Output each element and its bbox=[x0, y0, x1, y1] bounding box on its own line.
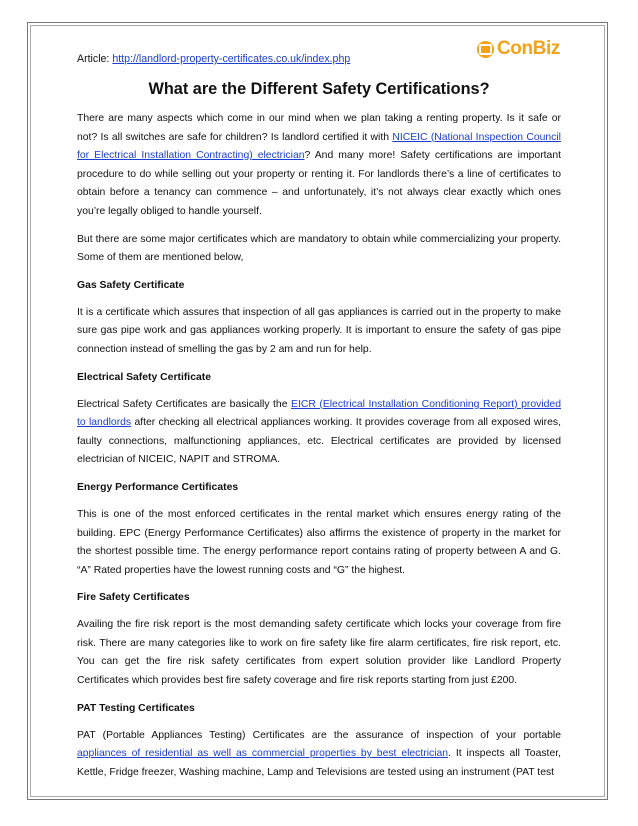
intro2-paragraph: But there are some major certificates which are mandatory to obtain while commercializing your property. Some of them are mentioned below, bbox=[77, 233, 561, 264]
electrical-heading: Electrical Safety Certificate bbox=[77, 371, 211, 383]
document-body bbox=[77, 50, 561, 791]
energy-paragraph: This is one of the most enforced certificates in the rental market which ensures energy rating of the building. EPC (Energy Performance Certificates) also affirms the existence of property in the market for the shortest possible time. The energy performance report contains rating of property between A and G. “A” Rated properties have the lowest running costs and “G” the highest. bbox=[77, 508, 561, 576]
article-label: Article: bbox=[77, 53, 110, 65]
page-title: What are the Different Safety Certifications? bbox=[148, 80, 490, 98]
pat-heading: PAT Testing Certificates bbox=[77, 702, 195, 714]
energy-heading: Energy Performance Certificates bbox=[77, 481, 239, 493]
electrical-paragraph: Electrical Safety Certificates are basically the EICR (Electrical Installation Conditioning Report) provided to landlords after checking all electrical appliances working. It provides coverage from all exposed wires, faulty connections, malfunctioning appliances, etc. Electrical certificates are provided by licensed electrician of NICEIC, NAPIT and STROMA. bbox=[77, 398, 561, 466]
fire-paragraph: Availing the fire risk report is the most demanding safety certificate which locks your coverage from fire risk. There are many categories like to work on fire safety like fire alarm certificates, fire risk report, etc. You can get the fire risk safety certificates from expert solution provider like Landlord Property Certificates which provides best fire safety coverage and fire risk reports starting from just £200. bbox=[77, 619, 561, 687]
appliances-link[interactable]: appliances of residential as well as commercial properties by best electrician bbox=[77, 748, 449, 760]
intro-paragraph: There are many aspects which come in our mind when we plan taking a renting property. Is it safe or not? Is all switches are safe for children? Is landlord certified it with NICEIC (National Inspection Council for Electrical Installation Contracting) electrician? And many more! Safety certifications are important procedure to do while selling out your property or renting it. For landlords there’s a line of certificates to obtain before a tenancy can commence – and unfortunately, it’s not always clear exactly which ones you’re legally obliged to handle yourself. bbox=[77, 113, 561, 217]
conbiz-logo-text: ConBiz bbox=[496, 38, 560, 59]
eicr-link[interactable]: EICR (Electrical Installation Conditioning Report) provided to landlords bbox=[77, 398, 561, 429]
gas-paragraph: It is a certificate which assures that inspection of all gas appliances is carried out in the property to make sure gas pipe work and gas appliances working properly. It is important to ensure the safety of gas pipe connection instead of smelling the gas by 2 am and run for help. bbox=[77, 306, 561, 355]
niceic-link[interactable]: NICEIC (National Inspection Council for Electrical Installation Contracting) electrician bbox=[77, 131, 561, 162]
article-url-link[interactable]: http://landlord-property-certificates.co.uk/index.php bbox=[112, 53, 351, 65]
fire-heading: Fire Safety Certificates bbox=[77, 592, 190, 604]
gas-heading: Gas Safety Certificate bbox=[77, 279, 185, 291]
article-line bbox=[77, 50, 561, 72]
pat-paragraph: PAT (Portable Appliances Testing) Certificates are the assurance of inspection of your portable appliances of residential as well as commercial properties by best electrician. It inspects all Toaster, Kettle, Fridge freezer, Washing machine, Lamp and Televisions are tested using an instrument (PAT test bbox=[77, 729, 561, 778]
